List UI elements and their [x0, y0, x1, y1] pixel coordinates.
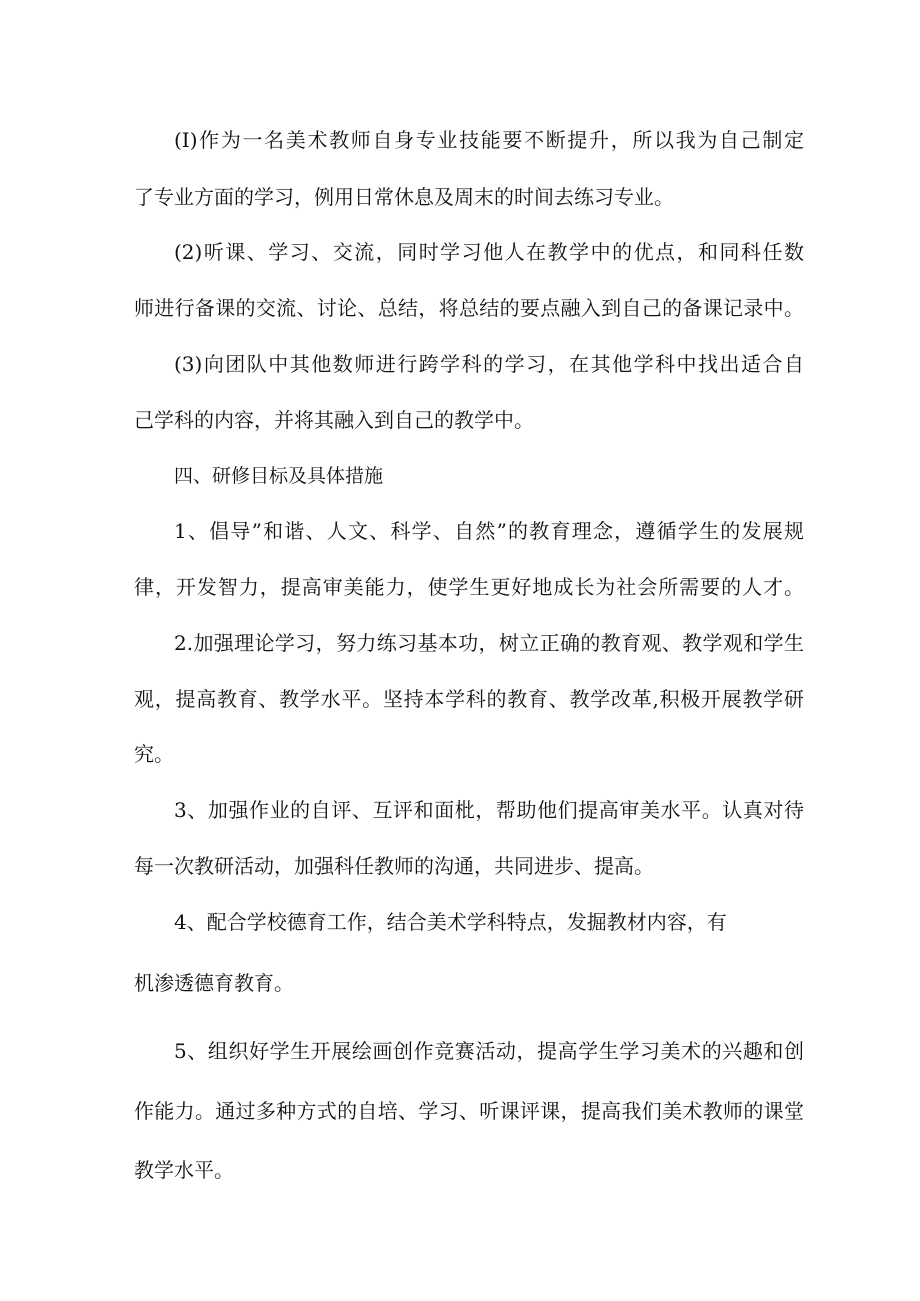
- item-3-line-2: 每一次教研活动，加强科任教师的沟通，共同进步、提高。: [134, 854, 654, 878]
- paragraph-3-line-2: 己学科的内容，并将其融入到自己的教学中。: [134, 408, 534, 432]
- paragraph-3-line-1: (3)向团队中其他数师进行跨学科的学习，在其他学科中找出适合自: [174, 352, 804, 376]
- item-1-line-1: 1、倡导”和谐、人文、科学、自然”的教育理念，遵循学生的发展规: [174, 519, 804, 543]
- item-1-line-2: 律，开发智力，提高审美能力，使学生更好地成长为社会所需要的人才。: [134, 575, 804, 599]
- item-2-line-3: 究。: [134, 742, 174, 766]
- item-2-line-1: 2.加强理论学习，努力练习基本功，树立正确的教育观、教学观和学生: [174, 631, 804, 655]
- item-5-line-3: 教学水平。: [134, 1158, 234, 1182]
- paragraph-2-line-2: 师进行备课的交流、讨论、总结，将总结的要点融入到自己的备课记录中。: [134, 296, 804, 320]
- item-5-line-1: 5、组织好学生开展绘画创作竞赛活动，提高学生学习美术的兴趣和创: [174, 1039, 804, 1063]
- item-4-line-2: 机渗透德育教育。: [134, 971, 294, 995]
- paragraph-2-line-1: (2)听课、学习、交流，同时学习他人在教学中的优点，和同科任数: [174, 240, 804, 264]
- item-3-line-1: 3、加强作业的自评、互评和面枇，帮助他们提高审美水平。认真对待: [174, 798, 804, 822]
- item-5-line-2: 作能力。通过多种方式的自培、学习、听课评课，提高我们美术教师的课堂: [134, 1099, 804, 1123]
- item-4-line-1: 4、配合学校德育工作，结合美术学科特点，发掘教材内容，有: [174, 910, 727, 934]
- item-2-line-2: 观，提高教育、教学水平。坚持本学科的教育、教学改革,积极开展教学研: [134, 687, 804, 711]
- section-heading: 四、研修目标及具体措施: [174, 465, 384, 487]
- paragraph-1-line-2: 了专业方面的学习，例用日常休息及周末的时间去练习专业。: [134, 185, 674, 209]
- paragraph-1-line-1: (I)作为一名美术教师自身专业技能要不断提升，所以我为自己制定: [174, 128, 804, 152]
